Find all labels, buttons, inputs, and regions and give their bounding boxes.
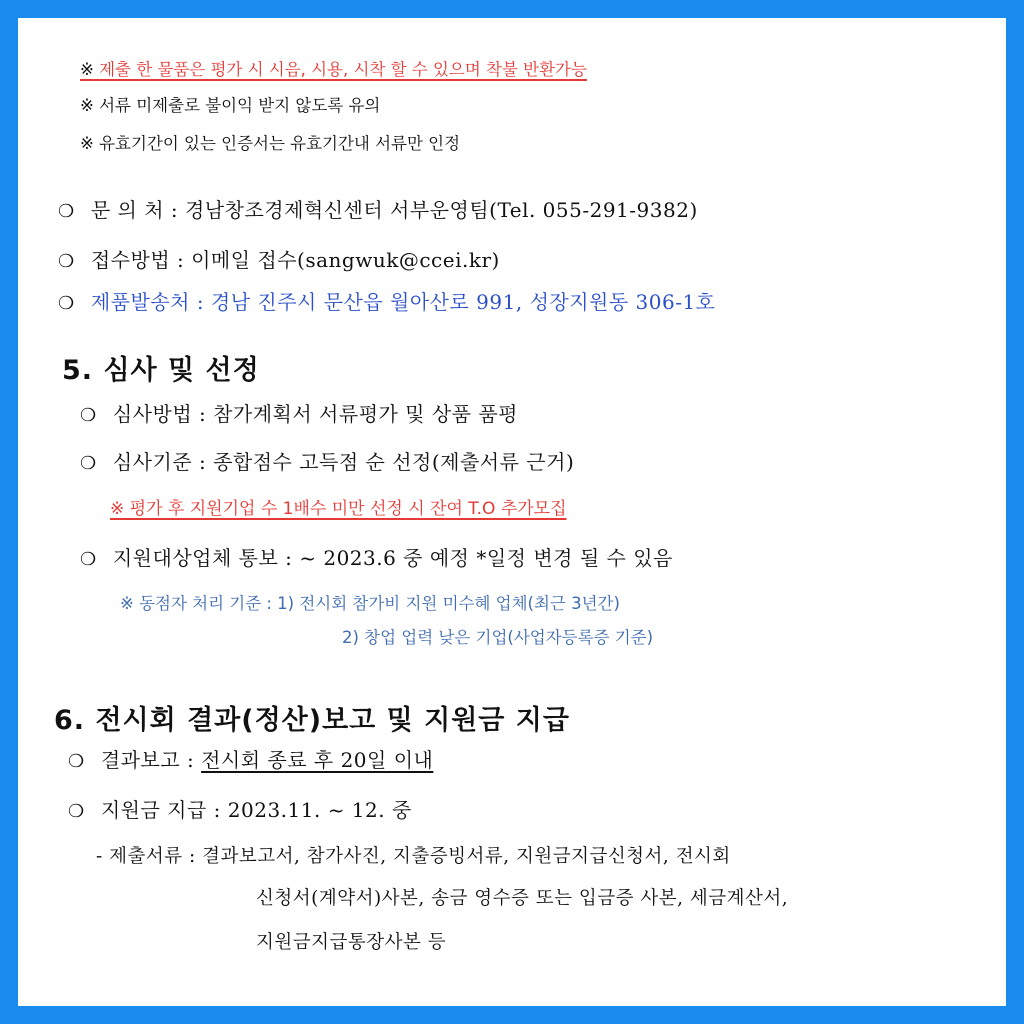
- reference-mark: ※: [80, 60, 94, 79]
- additional-recruit-warning: ※ 평가 후 지원기업 수 1배수 미만 선정 시 잔여 T.O 추가모집: [110, 499, 567, 519]
- note-text: 유효기간이 있는 인증서는 유효기간내 서류만 인정: [99, 134, 461, 153]
- payment-row: [68, 794, 412, 823]
- shipping-address-text: 제품발송처 : 경남 진주시 문산읍 월아산로 991, 성장지원동 306-1호: [90, 290, 716, 314]
- review-criteria-text: 심사기준 : 종합점수 고득점 순 선정(제출서류 근거): [112, 450, 575, 474]
- result-report-label: 결과보고 :: [100, 748, 202, 772]
- section-6-heading: 6. 전시회 결과(정산)보고 및 지원금 지급: [54, 705, 570, 736]
- circle-bullet-icon: ❍: [58, 201, 75, 222]
- selection-notice-text: 지원대상업체 통보 : ~ 2023.6 중 예정 *일정 변경 될 수 있음: [112, 546, 673, 570]
- review-method-text: 심사방법 : 참가계획서 서류평가 및 상품 품평: [112, 402, 519, 426]
- note-return-policy: [80, 56, 587, 80]
- document-page: [18, 18, 1006, 1006]
- result-report-deadline: 전시회 종료 후 20일 이내: [201, 748, 434, 772]
- shipping-address-row: [58, 286, 716, 315]
- tiebreak-criterion-2: 2) 창업 업력 낮은 기업(사업자등록증 기준): [342, 628, 654, 647]
- circle-bullet-icon: ❍: [80, 453, 97, 474]
- documents-line-1: - 제출서류 : 결과보고서, 참가사진, 지출증빙서류, 지원금지급신청서, 전시회: [96, 846, 731, 867]
- payment-text: 지원금 지급 : 2023.11. ~ 12. 중: [100, 798, 412, 822]
- note-documents: [80, 92, 380, 116]
- note-certificates: [80, 130, 460, 154]
- circle-bullet-icon: ❍: [58, 293, 75, 314]
- contact-text: 문 의 처 : 경남창조경제혁신센터 서부운영팀(Tel. 055-291-9382): [90, 198, 698, 222]
- note-text: 서류 미제출로 불이익 받지 않도록 유의: [99, 96, 381, 115]
- contact-row: [58, 194, 698, 223]
- result-report-row: [68, 744, 433, 773]
- circle-bullet-icon: ❍: [58, 251, 75, 272]
- documents-line-2: 신청서(계약서)사본, 송금 영수증 또는 입금증 사본, 세금계산서,: [256, 888, 789, 909]
- submission-method-text: 접수방법 : 이메일 접수(sangwuk@ccei.kr): [90, 248, 500, 272]
- reference-mark: ※: [80, 134, 94, 153]
- selection-notice-row: [80, 542, 673, 571]
- section-5-heading: 5. 심사 및 선정: [62, 355, 260, 386]
- circle-bullet-icon: ❍: [80, 549, 97, 570]
- documents-line-3: 지원금지급통장사본 등: [256, 932, 447, 953]
- note-text: 제출 한 물품은 평가 시 시음, 시용, 시착 할 수 있으며 착불 반환가능: [99, 60, 587, 79]
- review-criteria-row: [80, 446, 574, 475]
- circle-bullet-icon: ❍: [68, 751, 85, 772]
- circle-bullet-icon: ❍: [80, 405, 97, 426]
- tiebreak-criterion-1: ※ 동점자 처리 기준 : 1) 전시회 참가비 지원 미수혜 업체(최근 3년간): [120, 594, 620, 613]
- circle-bullet-icon: ❍: [68, 801, 85, 822]
- reference-mark: ※: [80, 96, 94, 115]
- review-method-row: [80, 398, 518, 427]
- submission-method-row: [58, 244, 500, 273]
